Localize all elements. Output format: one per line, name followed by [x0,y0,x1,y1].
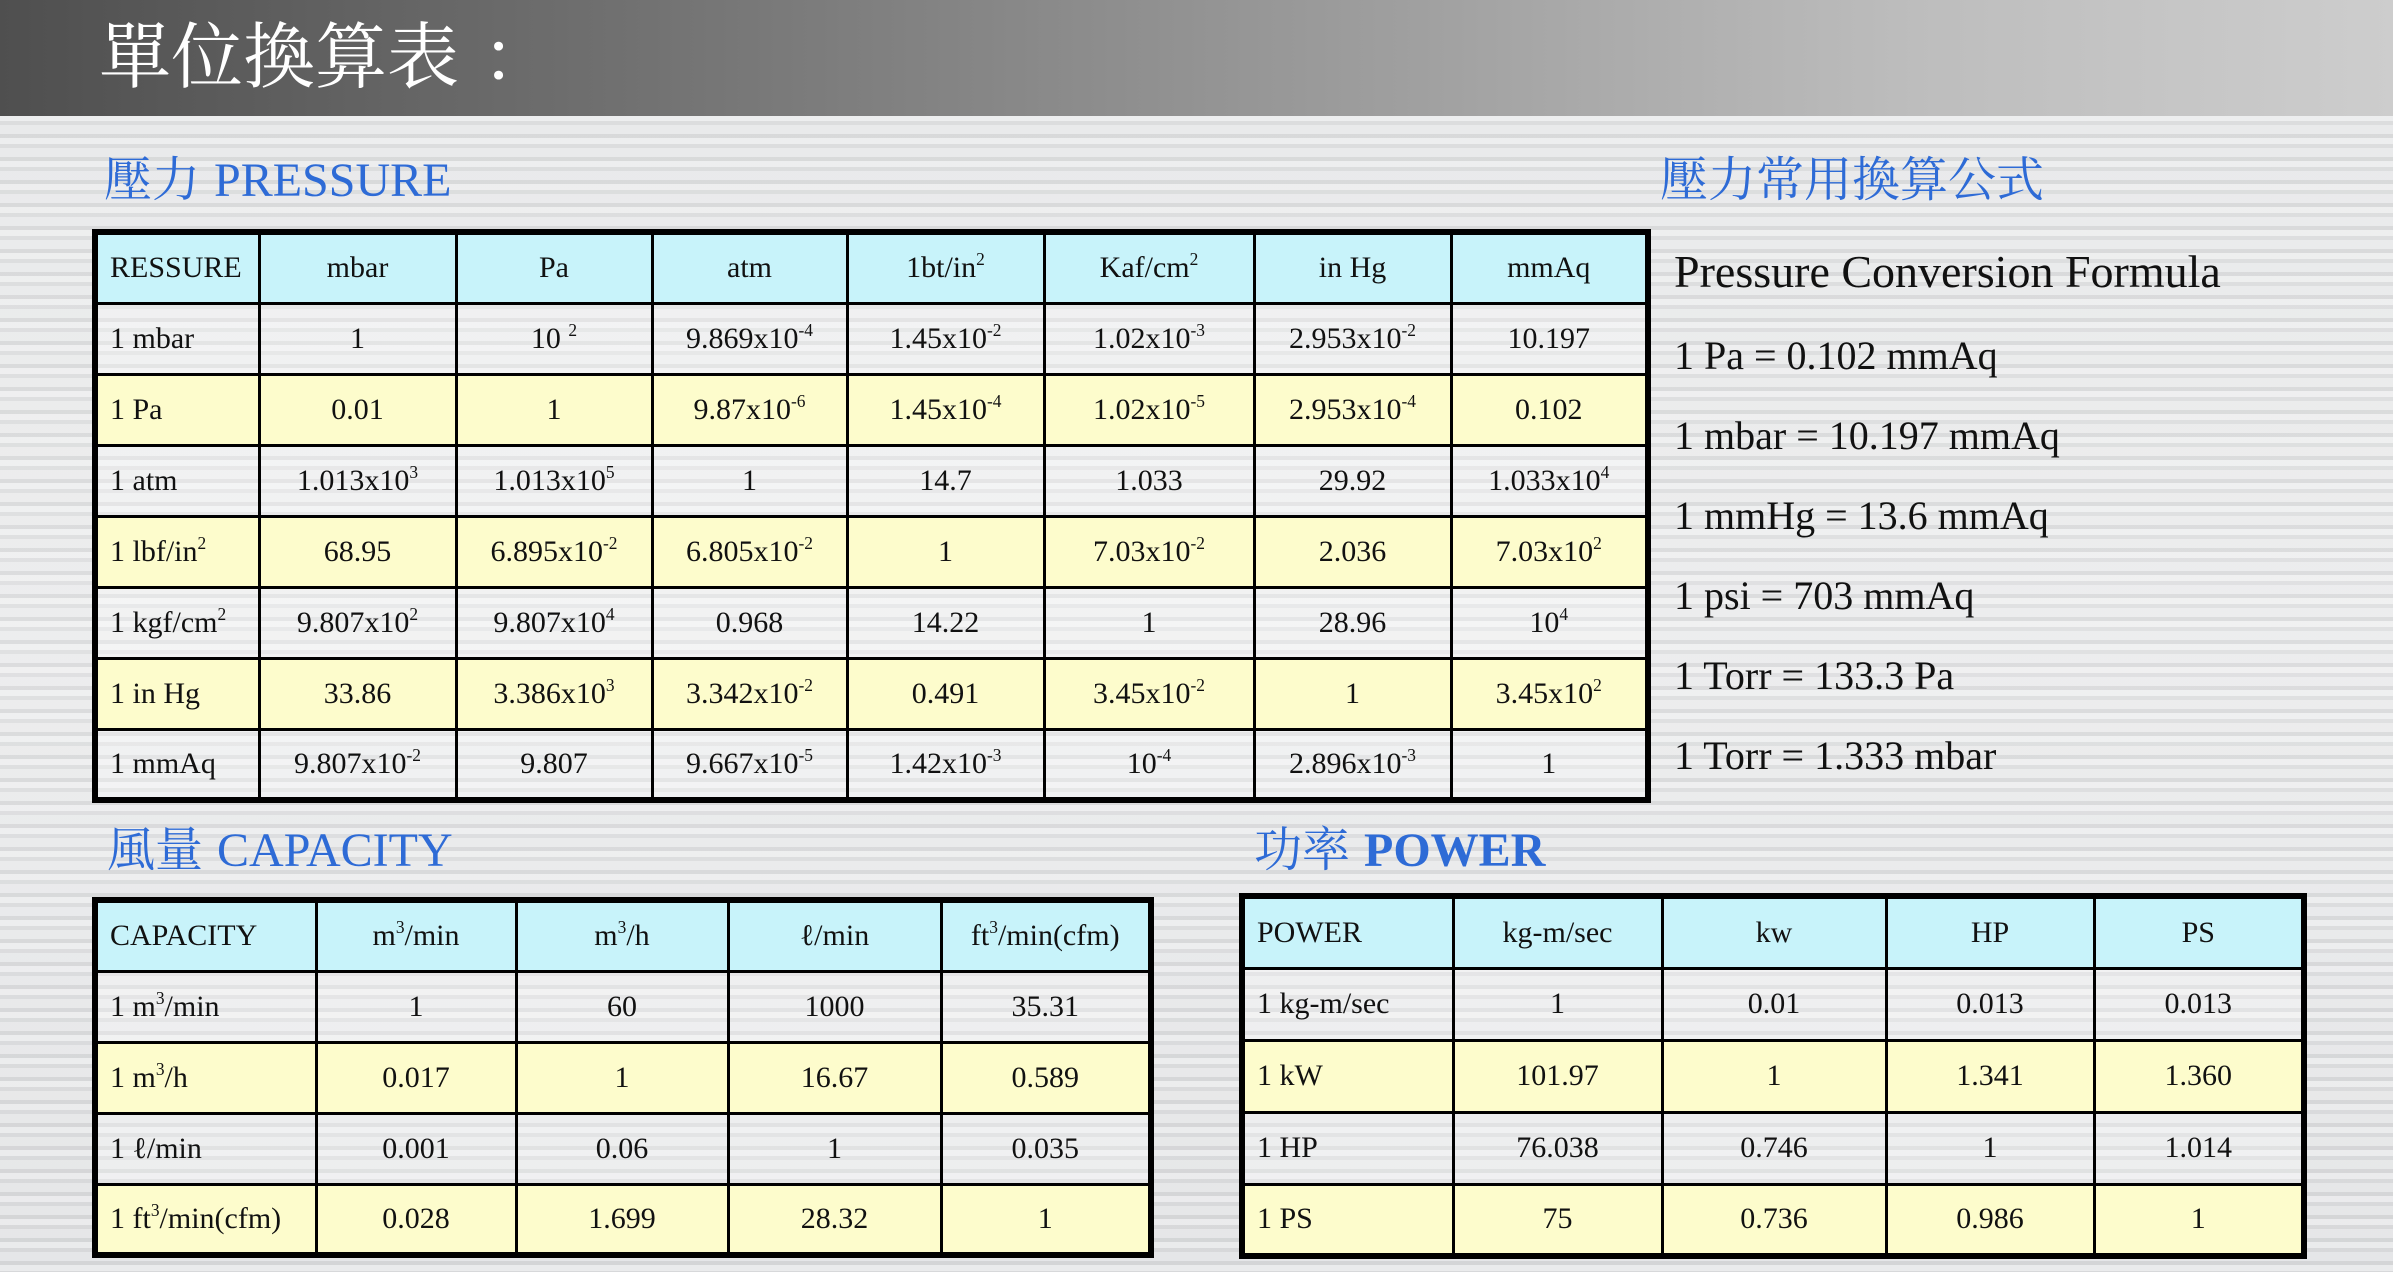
text-segment: /h [626,919,650,953]
capacity-heading [107,822,453,879]
table-cell: 1 [456,374,652,445]
row-label: 1 mbar [95,303,259,374]
table-cell: 28.96 [1254,587,1451,658]
superscript: 4 [605,603,615,624]
text-segment: 7.03x10 [1495,534,1594,568]
superscript: -4 [1401,390,1416,411]
superscript: -4 [798,319,813,340]
table-cell: 75 [1453,1184,1662,1256]
table-cell [1254,303,1451,374]
table-cell: 76.038 [1453,1112,1662,1184]
text-segment: 1.02x10 [1093,392,1191,426]
table-cell [259,729,456,800]
table-cell [456,303,652,374]
text-segment: 10 [1529,605,1560,639]
table-cell: 0.491 [847,658,1044,729]
table-cell: 1000 [728,971,941,1042]
corner-header: CAPACITY [95,900,316,971]
table-cell [652,374,847,445]
superscript: 2 [1593,532,1602,553]
superscript: 2 [197,532,207,553]
column-header: HP [1886,896,2094,968]
table-cell [847,374,1044,445]
formula-list [1674,316,2060,796]
row-label [95,516,259,587]
corner-header: POWER [1242,896,1453,968]
table-cell [456,587,652,658]
pressure-heading [104,152,451,209]
text-segment: 3.45x10 [1495,676,1594,710]
table-cell: 1.341 [1886,1040,2094,1112]
table-row [95,516,1648,587]
column-header: Pa [456,232,652,303]
table-cell [259,445,456,516]
superscript: -2 [1401,319,1416,340]
table-cell: 0.102 [1451,374,1648,445]
superscript: -2 [406,744,421,765]
text-segment: m [372,919,396,953]
capacity-heading-en: CAPACITY [217,824,453,877]
text-segment: 1 ft [110,1201,151,1235]
column-header: ℓ/min [728,900,941,971]
superscript: 2 [1189,249,1199,270]
table-cell: 1 [1254,658,1451,729]
column-header: PS [2094,896,2304,968]
table-cell: 1 [516,1042,728,1113]
table-row [1242,1112,2304,1184]
power-heading-en: POWER [1364,824,1546,877]
table-cell: 1.033 [1044,445,1254,516]
page-title: 單位換算表 ： [99,15,554,99]
text-segment: 7.03x10 [1093,534,1191,568]
table-cell: 1 [728,1113,941,1184]
table-cell: 1.699 [516,1184,728,1255]
table-cell: 1 [1044,587,1254,658]
formula-heading [1660,152,2058,209]
table-cell: 1 [652,445,847,516]
text-segment: Kaf/cm [1099,251,1190,285]
superscript: 3 [155,1058,165,1079]
table-cell: 0.746 [1662,1112,1886,1184]
row-label: 1 Pa [95,374,259,445]
table-cell: 28.32 [728,1184,941,1255]
column-header: mbar [259,232,456,303]
table-cell: 68.95 [259,516,456,587]
corner-header: RESSURE [95,232,259,303]
text-segment: /min [164,989,220,1023]
text-segment: 1.42x10 [889,746,987,780]
table-cell: 0.968 [652,587,847,658]
table-cell: 1 [316,971,516,1042]
row-label: 1 atm [95,445,259,516]
table-cell [456,658,652,729]
text-segment: 2.953x10 [1289,321,1402,355]
table-cell: 10.197 [1451,303,1648,374]
table-cell: 1 [259,303,456,374]
table-cell: 14.7 [847,445,1044,516]
table-cell: 101.97 [1453,1040,1662,1112]
superscript: -6 [791,390,806,411]
superscript: 2 [568,319,578,340]
table-cell: 16.67 [728,1042,941,1113]
table-cell [652,516,847,587]
table-cell: 1 [1886,1112,2094,1184]
table-row [95,971,1151,1042]
table-cell: 0.013 [1886,968,2094,1040]
table-cell: 1 [2094,1184,2304,1256]
table-cell: 1 [941,1184,1151,1255]
capacity-table [92,897,1154,1258]
superscript: -2 [1190,674,1205,695]
text-segment: 6.805x10 [686,534,799,568]
table-cell: 9.807 [456,729,652,800]
row-label [95,1184,316,1255]
text-segment: 1bt/in [906,251,977,285]
text-segment: 9.807x10 [493,605,606,639]
superscript: 2 [1593,674,1602,695]
formula-heading-text: 壓力常用換算公式 [1660,152,2045,208]
text-segment: 1 m [110,1060,156,1094]
table-cell: 1.360 [2094,1040,2304,1112]
row-label: 1 in Hg [95,658,259,729]
table-cell: 0.736 [1662,1184,1886,1256]
pressure-heading-cn: 壓力 [104,152,201,208]
table-cell [1044,303,1254,374]
column-header: kg-m/sec [1453,896,1662,968]
text-segment: 9.869x10 [686,321,799,355]
table-row [95,1184,1151,1255]
row-label [95,587,259,658]
row-label [95,971,316,1042]
table-row [1242,1184,2304,1256]
text-segment: 1.45x10 [889,321,987,355]
table-cell [1451,516,1648,587]
table-cell: 0.589 [941,1042,1151,1113]
column-header: kw [1662,896,1886,968]
superscript: -2 [798,674,813,695]
text-segment: 1 m [110,989,156,1023]
table-row [95,374,1648,445]
table-cell: 1 [1453,968,1662,1040]
table-cell: 0.028 [316,1184,516,1255]
table-row [95,587,1648,658]
table-row [95,303,1648,374]
table-cell: 1 [1662,1040,1886,1112]
table-cell: 1 [847,516,1044,587]
text-segment: 1.45x10 [889,392,987,426]
table-cell [1044,374,1254,445]
formula-line: 1 mbar = 10.197 mmAq [1674,413,2060,458]
superscript: 4 [1559,603,1569,624]
superscript: -4 [1156,744,1172,765]
superscript: 5 [605,461,615,482]
superscript: 3 [395,917,405,938]
table-cell [652,729,847,800]
table-cell: 0.035 [941,1113,1151,1184]
text-segment: 1 lbf/in [110,534,198,568]
table-row [95,1113,1151,1184]
text-segment: 9.807x10 [294,746,407,780]
column-header: in Hg [1254,232,1451,303]
formula-line: 1 psi = 703 mmAq [1674,573,1975,618]
text-segment: 9.667x10 [686,746,799,780]
superscript: 2 [217,603,227,624]
superscript: -2 [1190,532,1205,553]
table-cell [847,303,1044,374]
text-segment: 2.896x10 [1289,746,1402,780]
superscript: -3 [987,744,1002,765]
power-table [1239,893,2307,1259]
table-cell: 1.014 [2094,1112,2304,1184]
table-cell [652,303,847,374]
table-cell: 29.92 [1254,445,1451,516]
superscript: -2 [798,532,813,553]
text-segment: 1.013x10 [296,463,410,497]
formula-line: 1 Pa = 0.102 mmAq [1674,333,1998,378]
table-cell: 0.017 [316,1042,516,1113]
title-bar [0,0,2393,116]
power-heading-cn: 功率 [1254,822,1351,878]
column-header [516,900,728,971]
formula-line: 1 Torr = 1.333 mbar [1674,733,1997,778]
superscript: 3 [150,1199,160,1220]
text-segment: 3.45x10 [1093,676,1191,710]
superscript: -5 [798,744,813,765]
text-segment: /min(cfm) [159,1201,282,1235]
table-cell: 0.06 [516,1113,728,1184]
row-label: 1 HP [1242,1112,1453,1184]
table-cell: 0.01 [1662,968,1886,1040]
superscript: 3 [409,461,419,482]
superscript: -3 [1190,319,1205,340]
table-row [1242,968,2304,1040]
text-segment: 10 [530,321,569,355]
column-header: mmAq [1451,232,1648,303]
capacity-heading-cn: 風量 [107,822,204,878]
row-label: 1 mmAq [95,729,259,800]
table-header-row [95,900,1151,971]
text-segment: 2.953x10 [1289,392,1402,426]
superscript: 3 [155,987,165,1008]
pressure-heading-en: PRESSURE [214,154,452,207]
row-label: 1 kg-m/sec [1242,968,1453,1040]
superscript: 3 [605,674,615,695]
table-cell: 0.986 [1886,1184,2094,1256]
row-label: 1 ℓ/min [95,1113,316,1184]
text-segment: 1.013x10 [493,463,606,497]
text-segment: 3.342x10 [686,676,799,710]
table-row [95,445,1648,516]
superscript: -4 [987,390,1002,411]
table-cell: 35.31 [941,971,1151,1042]
table-cell: 60 [516,971,728,1042]
text-segment: m [594,919,618,953]
table-cell: 0.001 [316,1113,516,1184]
table-cell [1044,729,1254,800]
table-cell [1254,729,1451,800]
superscript: 3 [989,917,998,938]
table-cell [259,587,456,658]
superscript: -2 [603,532,618,553]
formula-title: Pressure Conversion Formula [1674,246,2221,297]
text-segment: /h [164,1060,188,1094]
table-cell: 0.013 [2094,968,2304,1040]
column-header [941,900,1151,971]
text-segment: 1.033x10 [1488,463,1601,497]
table-cell [652,658,847,729]
text-segment: 9.807x10 [296,605,410,639]
column-header: atm [652,232,847,303]
row-label: 1 PS [1242,1184,1453,1256]
pressure-table [92,229,1651,803]
row-label [95,1042,316,1113]
table-cell [456,445,652,516]
table-row [95,729,1648,800]
table-cell [456,516,652,587]
formula-line: 1 mmHg = 13.6 mmAq [1674,493,2049,538]
table-cell [1254,374,1451,445]
column-header [1044,232,1254,303]
table-cell [1451,587,1648,658]
table-cell: 14.22 [847,587,1044,658]
table-cell [1044,658,1254,729]
text-segment: ft [970,919,990,953]
formula-line: 1 Torr = 133.3 Pa [1674,653,1955,698]
power-heading [1254,822,1545,879]
table-cell [1451,445,1648,516]
row-label: 1 kW [1242,1040,1453,1112]
text-segment: 6.895x10 [490,534,603,568]
table-header-row [95,232,1648,303]
text-segment: 1.02x10 [1093,321,1191,355]
table-cell: 0.01 [259,374,456,445]
superscript: -2 [987,319,1002,340]
column-header [847,232,1044,303]
table-cell: 1 [1451,729,1648,800]
superscript: 4 [1600,461,1610,482]
text-segment: /min(cfm) [997,919,1120,953]
superscript: -3 [1401,744,1416,765]
superscript: 2 [976,249,985,270]
text-segment: /min [404,919,460,953]
table-row [1242,1040,2304,1112]
text-segment: 9.87x10 [693,392,791,426]
table-header-row [1242,896,2304,968]
text-segment: 1 kgf/cm [110,605,218,639]
text-segment: 10 [1126,746,1157,780]
table-row [95,658,1648,729]
table-cell: 2.036 [1254,516,1451,587]
table-cell [1044,516,1254,587]
table-cell: 33.86 [259,658,456,729]
superscript: 3 [617,917,627,938]
text-segment: 3.386x10 [493,676,606,710]
superscript: 2 [409,603,419,624]
superscript: -5 [1190,390,1205,411]
table-row [95,1042,1151,1113]
table-cell [847,729,1044,800]
table-cell [1451,658,1648,729]
column-header [316,900,516,971]
